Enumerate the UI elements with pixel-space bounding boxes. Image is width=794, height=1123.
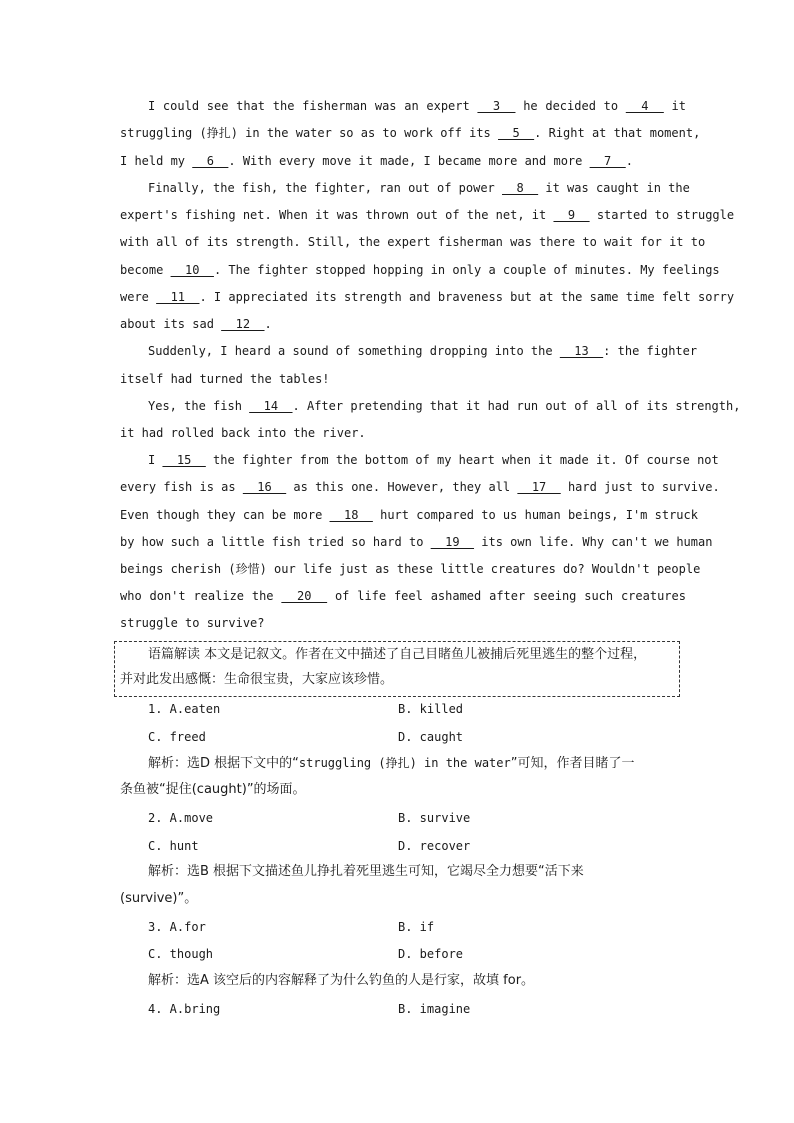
question-2-option-d: D. recover bbox=[398, 839, 471, 853]
passage-line: struggle to survive? bbox=[120, 616, 265, 630]
passage-line: expert's fishing net. When it was thrown out of the net, it 9 started to struggle bbox=[120, 208, 735, 222]
blank-14: 14 bbox=[249, 399, 293, 413]
passage-line: become 10 . The fighter stopped hopping in only a couple of minutes. My feelings bbox=[120, 263, 720, 277]
passage-line: struggling (挣扎) in the water so as to work off its 5 . Right at that moment, bbox=[120, 126, 701, 140]
passage-line: by how such a little fish tried so hard to 19 its own life. Why can't we human bbox=[120, 535, 713, 549]
summary-line: 语篇解读 本文是记叙文。作者在文中描述了自己目睹鱼儿被捕后死里逃生的整个过程， bbox=[148, 647, 647, 662]
question-3-option-a: 3. A.for bbox=[148, 920, 206, 934]
passage-line: it had rolled back into the river. bbox=[120, 426, 366, 440]
passage-line: Finally, the fish, the fighter, ran out of power 8 it was caught in the bbox=[148, 181, 690, 195]
passage-line: about its sad 12 . bbox=[120, 317, 272, 331]
passage-line: every fish is as 16 as this one. However, they all 17 hard just to survive. bbox=[120, 480, 720, 494]
passage-line: were 11 . I appreciated its strength and braveness but at the same time felt sorry bbox=[120, 290, 735, 304]
question-3-explanation: 解析：选A 该空后的内容解释了为什么钓鱼的人是行家，故填 for。 bbox=[148, 973, 535, 988]
passage-line: beings cherish (珍惜) our life just as these little creatures do? Wouldn't people bbox=[120, 562, 701, 576]
question-2-explanation: 解析：选B 根据下文描述鱼儿挣扎着死里逃生可知，它竭尽全力想要“活下来 bbox=[148, 864, 584, 879]
blank-20: 20 bbox=[281, 589, 328, 603]
question-1-explanation: 解析：选D 根据下文中的“struggling (挣扎) in the water”可知，作者目睹了一 bbox=[148, 756, 635, 771]
passage-line: I held my 6 . With every move it made, I became more and more 7 . bbox=[120, 154, 633, 168]
question-4-option-a: 4. A.bring bbox=[148, 1002, 221, 1016]
question-2-explanation: (survive)”。 bbox=[120, 891, 198, 906]
question-2-option-c: C. hunt bbox=[148, 839, 199, 853]
passage-line: I could see that the fisherman was an expert 3 he decided to 4 it bbox=[148, 99, 686, 113]
question-3-option-c: C. though bbox=[148, 947, 214, 961]
blank-3: 3 bbox=[477, 99, 516, 113]
passage-line: who don't realize the 20 of life feel ashamed after seeing such creatures bbox=[120, 589, 686, 603]
blank-15: 15 bbox=[162, 453, 206, 467]
passage-line: I 15 the fighter from the bottom of my heart when it made it. Of course not bbox=[148, 453, 719, 467]
passage-line: itself had turned the tables! bbox=[120, 372, 330, 386]
blank-6: 6 bbox=[192, 154, 229, 168]
question-1-option-b: B. killed bbox=[398, 702, 464, 716]
blank-8: 8 bbox=[502, 181, 539, 195]
question-2-option-b: B. survive bbox=[398, 811, 471, 825]
question-4-option-b: B. imagine bbox=[398, 1002, 471, 1016]
blank-13: 13 bbox=[559, 344, 604, 358]
blank-16: 16 bbox=[242, 480, 287, 494]
question-1-option-a: 1. A.eaten bbox=[148, 702, 221, 716]
blank-11: 11 bbox=[156, 290, 200, 304]
question-1-explanation: 条鱼被“捉住(caught)”的场面。 bbox=[120, 782, 306, 797]
question-2-option-a: 2. A.move bbox=[148, 811, 214, 825]
blank-9: 9 bbox=[553, 208, 590, 222]
blank-4: 4 bbox=[625, 99, 664, 113]
blank-19: 19 bbox=[430, 535, 475, 549]
passage-line: Even though they can be more 18 hurt compared to us human beings, I'm struck bbox=[120, 508, 698, 522]
question-1-option-d: D. caught bbox=[398, 730, 464, 744]
passage-line: with all of its strength. Still, the expert fisherman was there to wait for it to bbox=[120, 235, 706, 249]
question-1-option-c: C. freed bbox=[148, 730, 206, 744]
blank-17: 17 bbox=[517, 480, 561, 494]
question-3-option-b: B. if bbox=[398, 920, 435, 934]
passage-line: Suddenly, I heard a sound of something dropping into the 13 : the fighter bbox=[148, 344, 698, 358]
blank-5: 5 bbox=[498, 126, 535, 140]
question-3-option-d: D. before bbox=[398, 947, 464, 961]
blank-12: 12 bbox=[221, 317, 265, 331]
summary-line: 并对此发出感慨：生命很宝贵，大家应该珍惜。 bbox=[120, 672, 394, 687]
blank-18: 18 bbox=[329, 508, 373, 522]
passage-line: Yes, the fish 14 . After pretending that it had run out of all of its strength, bbox=[148, 399, 741, 413]
blank-7: 7 bbox=[589, 154, 626, 168]
blank-10: 10 bbox=[170, 263, 214, 277]
